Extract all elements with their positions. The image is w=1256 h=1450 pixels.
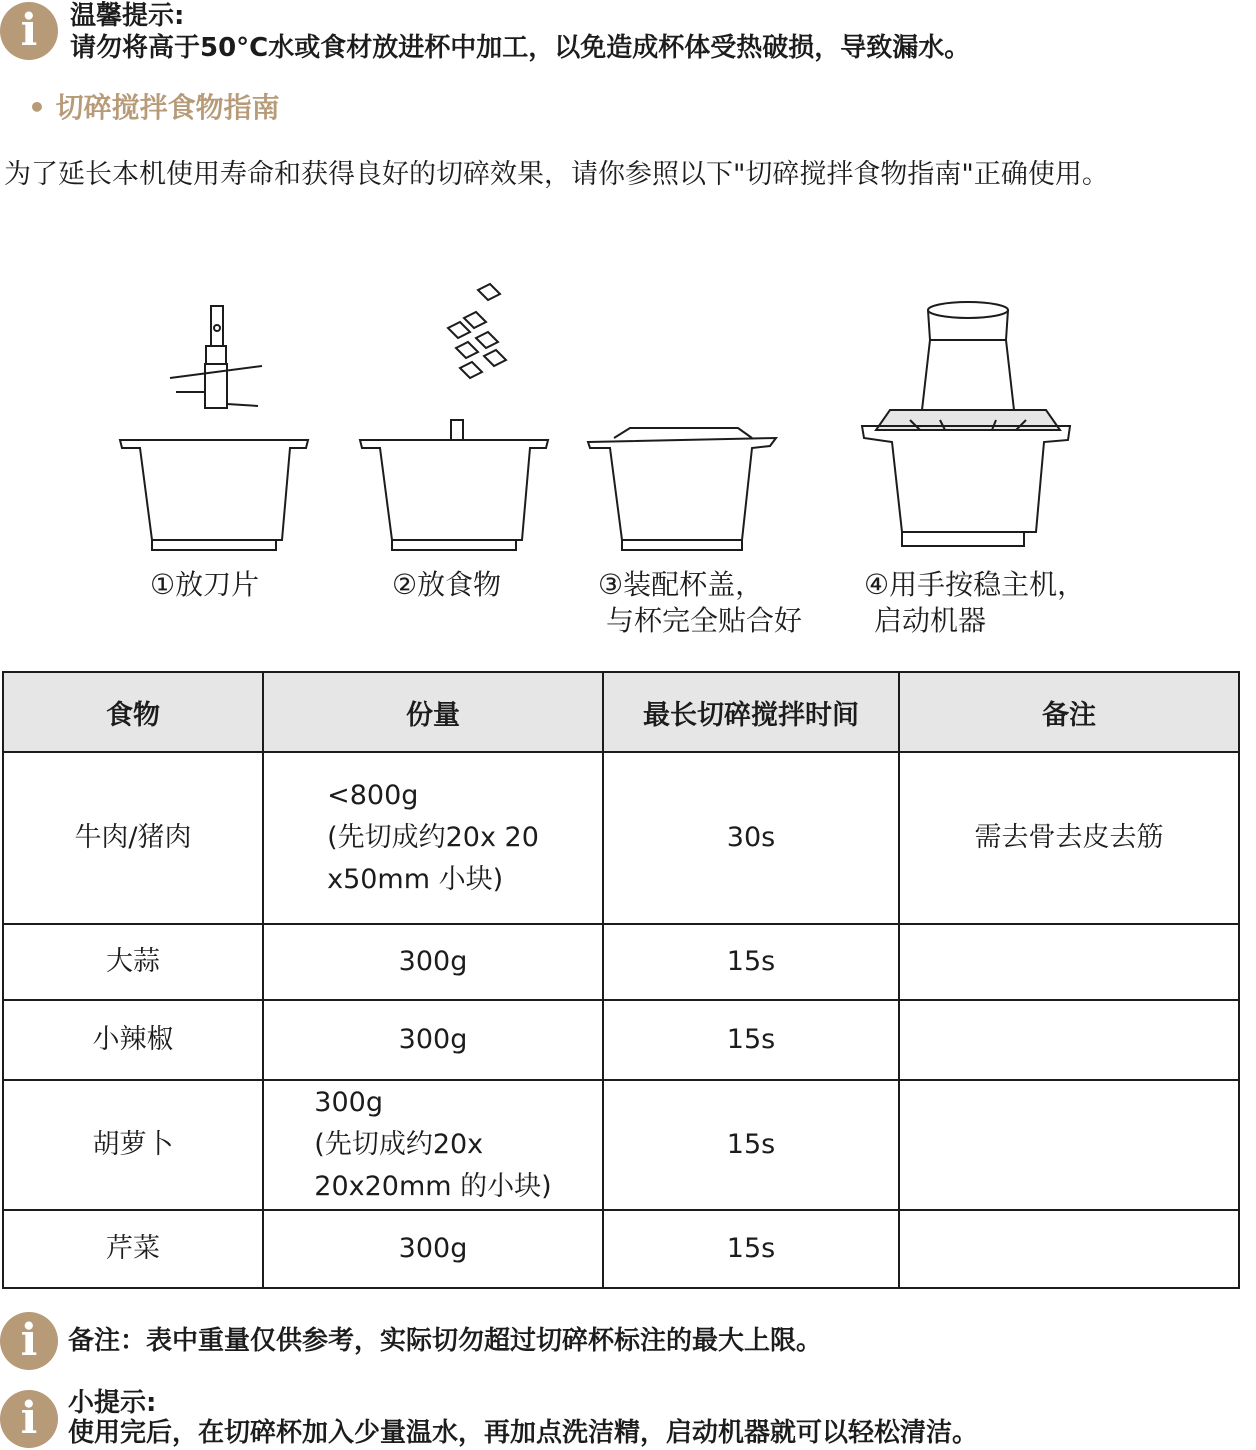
note-cell [899,924,1239,1000]
food-cell: 大蒜 [3,924,263,1000]
table-row [3,1000,1239,1080]
note-cell [899,1210,1239,1288]
amount-text: 300g (先切成约20x 20x20mm 的小块) [314,1087,552,1202]
table-row [3,1080,1239,1210]
food-cell: 胡萝卜 [3,1080,263,1210]
table-row [3,1210,1239,1288]
amount-cell: 300g [263,1000,603,1080]
note-cell: 需去骨去皮去筋 [899,752,1239,924]
weight-note: 备注：表中重量仅供参考，实际切勿超过切碎杯标注的最大上限。 [68,1326,823,1356]
header-time: 最长切碎搅拌时间 [603,672,899,752]
time-cell: 15s [603,1000,899,1080]
header-note: 备注 [899,672,1239,752]
tip-text: 使用完后，在切碎杯加入少量温水，再加点洗洁精，启动机器就可以轻松清洁。 [68,1418,979,1448]
food-guide-table [2,671,1240,1289]
assembled-chopper-icon [862,302,1070,546]
time-cell: 30s [603,752,899,924]
bowl-with-blade-icon [360,420,548,550]
step-2-label: ②放食物 [392,568,502,601]
time-cell: 15s [603,1080,899,1210]
food-cubes-icon [448,284,506,378]
intro-text: 为了延长本机使用寿命和获得良好的切碎效果，请你参照以下"切碎搅拌食物指南"正确使用。 [4,159,1109,190]
tip-title: 小提示: [68,1388,157,1418]
table-row [3,752,1239,924]
table-header-row [3,672,1239,752]
note-cell [899,1000,1239,1080]
warning-text: 请勿将高于50°C水或食材放进杯中加工，以免造成杯体受热破损，导致漏水。 [70,33,971,63]
table-row [3,924,1239,1000]
amount-cell: 300g [263,1210,603,1288]
step-4-label: ④用手按稳主机， [864,568,1086,601]
step-4-label-line2: 启动机器 [874,604,987,637]
section-title: • 切碎搅拌食物指南 [28,91,280,124]
amount-text: <800g (先切成约20x 20 x50mm 小块) [327,780,539,895]
time-cell: 15s [603,924,899,1000]
amount-cell [263,1080,603,1210]
info-icon: i [0,1312,58,1370]
info-icon: i [0,1390,58,1448]
header-food: 食物 [3,672,263,752]
header-amount: 份量 [263,672,603,752]
amount-cell [263,752,603,924]
food-cell: 牛肉/猪肉 [3,752,263,924]
blade-icon [170,306,262,408]
time-cell: 15s [603,1210,899,1288]
note-cell [899,1080,1239,1210]
bowl-icon [120,440,308,550]
food-cell: 芹菜 [3,1210,263,1288]
step-3-label: ③装配杯盖， [598,568,764,601]
bowl-with-lid-icon [588,428,776,550]
step-3-label-line2: 与杯完全贴合好 [606,604,803,637]
amount-cell: 300g [263,924,603,1000]
warning-title: 温馨提示: [70,1,185,31]
info-icon: i [0,2,58,60]
step-1-label: ①放刀片 [150,568,260,601]
food-cell: 小辣椒 [3,1000,263,1080]
steps-illustration [0,270,1256,560]
